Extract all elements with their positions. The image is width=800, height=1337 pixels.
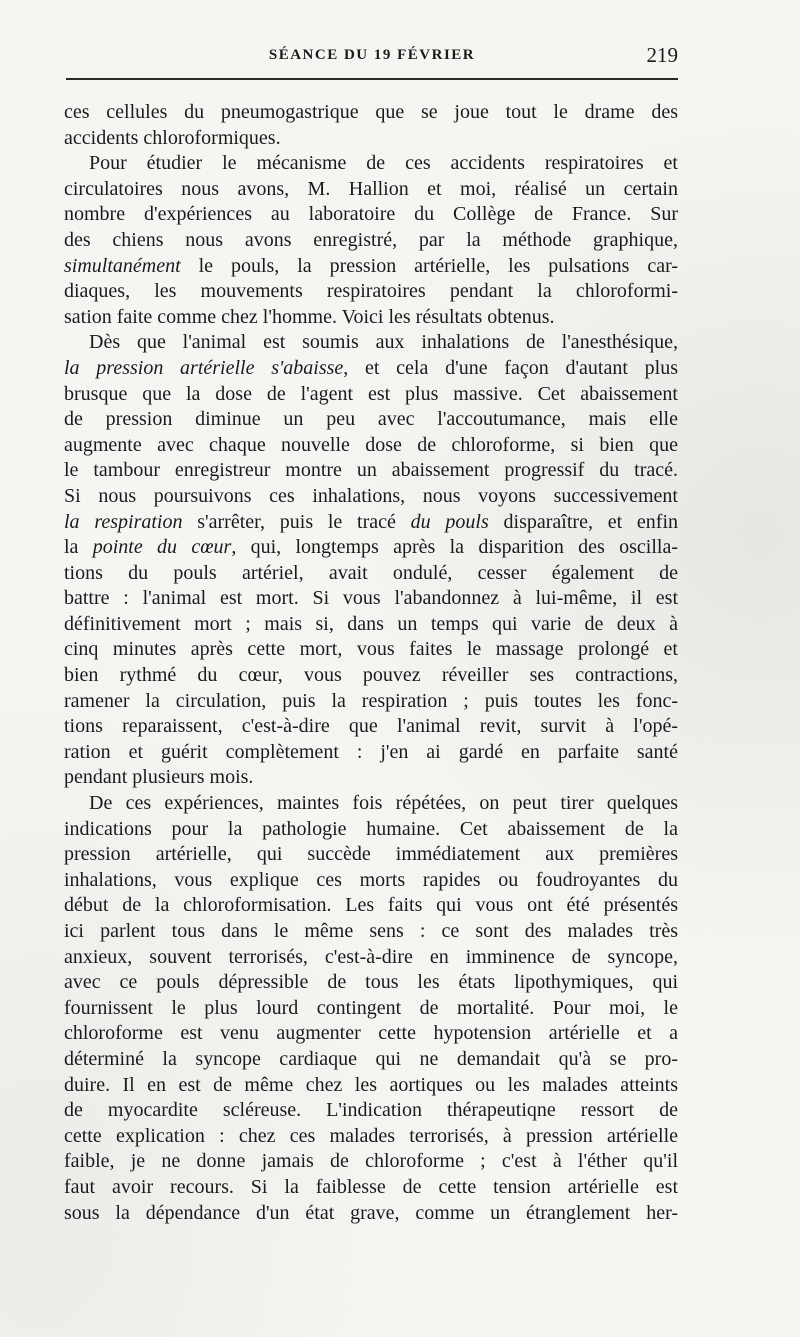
text-line: de pression diminue un peu avec l'accoutumance, mais elle <box>64 408 678 431</box>
header-rule <box>66 78 678 80</box>
text-line: simultanément le pouls, la pression artérielle, les pulsations car- <box>64 254 678 277</box>
text-line: tions du pouls artériel, avait ondulé, cesser également de <box>64 561 678 584</box>
text-line: ici parlent tous dans le même sens : ce sont des malades très <box>64 920 678 942</box>
text-line: pendant plusieurs mois. <box>64 766 254 789</box>
text-line: ration et guérit complètement : j'en ai gardé en parfaite santé <box>64 740 678 763</box>
running-title: SÉANCE DU 19 FÉVRIER <box>268 47 476 63</box>
text-line: la pointe du cœur, qui, longtemps après la disparition des oscilla- <box>64 536 678 559</box>
text-line: chloroforme est venu augmenter cette hypotension artérielle et a <box>64 1022 678 1045</box>
text-line: battre : l'animal est mort. Si vous l'abandonnez à lui-même, il est <box>64 587 678 610</box>
text-line: définitivement mort ; mais si, dans un temps qui varie de deux à <box>64 612 678 635</box>
text-line: indications pour la pathologie humaine. Cet abaissement de la <box>64 817 678 840</box>
text-line: déterminé la syncope cardiaque qui ne demandait qu'à se pro- <box>64 1047 678 1070</box>
italic-term: du pouls <box>410 510 489 533</box>
text-line: bien rythmé du cœur, vous pouvez réveiller ses contractions, <box>64 664 678 687</box>
text-line: cette explication : chez ces malades terrorisés, à pression artérielle <box>64 1124 678 1147</box>
text-line: la respiration s'arrêter, puis le tracé du pouls disparaître, et enfin <box>64 510 679 533</box>
text-line: accidents chloroformiques. <box>64 126 281 149</box>
text-line: ramener la circulation, puis la respiration ; puis toutes les fonc- <box>64 689 678 712</box>
text-line: faible, je ne donne jamais de chloroforme ; c'est à l'éther qu'il <box>64 1150 678 1173</box>
text-line: ces cellules du pneumogastrique que se joue tout le drame des <box>64 101 678 123</box>
text-line: inhalations, vous explique ces morts rapides ou foudroyantes du <box>64 868 678 891</box>
text-line: augmente avec chaque nouvelle dose de chloroforme, si bien que <box>64 433 678 456</box>
text-line: la pression artérielle s'abaisse, et cela d'une façon d'autant plus <box>64 356 678 379</box>
text-line: des chiens nous avons enregistré, par la méthode graphique, <box>64 228 678 251</box>
text-line: le tambour enregistreur montre un abaissement progressif du tracé. <box>64 459 678 482</box>
text-line: Pour étudier le mécanisme de ces accidents respiratoires et <box>89 152 678 175</box>
text-line: avec ce pouls dépressible de tous les états lipothymiques, qui <box>64 971 678 994</box>
text-line: sation faite comme chez l'homme. Voici les résultats obtenus. <box>64 305 555 328</box>
body-text <box>64 100 678 1226</box>
text-line: tions reparaissent, c'est-à-dire que l'animal revit, survit à l'opé- <box>64 715 678 738</box>
text-line: faut avoir recours. Si la faiblesse de cette tension artérielle est <box>64 1175 678 1198</box>
text-line: diaques, les mouvements respiratoires pendant la chloroformi- <box>64 280 678 303</box>
text-line: Dès que l'animal est soumis aux inhalations de l'anesthésique, <box>89 331 678 354</box>
text-line: de myocardite scléreuse. L'indication thérapeutiqne ressort de <box>64 1099 678 1122</box>
text-line: fournissent le plus lourd contingent de mortalité. Pour moi, le <box>64 996 678 1019</box>
text-line: brusque que la dose de l'agent est plus massive. Cet abaissement <box>64 382 678 405</box>
text-line: De ces expériences, maintes fois répétées, on peut tirer quelques <box>89 792 678 815</box>
text-line: début de la chloroformisation. Les faits qui vous ont été présentés <box>64 894 678 917</box>
running-head <box>66 43 678 71</box>
text-line: nombre d'expériences au laboratoire du Collège de France. Sur <box>64 203 678 226</box>
text-line: sous la dépendance d'un état grave, comme un étranglement her- <box>64 1201 678 1224</box>
italic-term: pointe du cœur <box>92 536 232 559</box>
italic-term: simultanément <box>64 254 181 277</box>
text-line: circulatoires nous avons, M. Hallion et moi, réalisé un certain <box>64 177 678 200</box>
text-line: Si nous poursuivons ces inhalations, nous voyons successivement <box>64 484 678 507</box>
page-number: 219 <box>646 43 678 67</box>
text-line: pression artérielle, qui succède immédiatement aux premières <box>64 843 678 866</box>
text-line: anxieux, souvent terrorisés, c'est-à-dire en imminence de syncope, <box>64 945 678 968</box>
text-line: cinq minutes après cette mort, vous faites le massage prolongé et <box>64 638 678 661</box>
italic-term: la pression artérielle s'abaisse <box>64 356 344 379</box>
text-line: duire. Il en est de même chez les aortiques ou les malades atteints <box>64 1073 678 1096</box>
italic-term: la respiration <box>64 510 183 533</box>
